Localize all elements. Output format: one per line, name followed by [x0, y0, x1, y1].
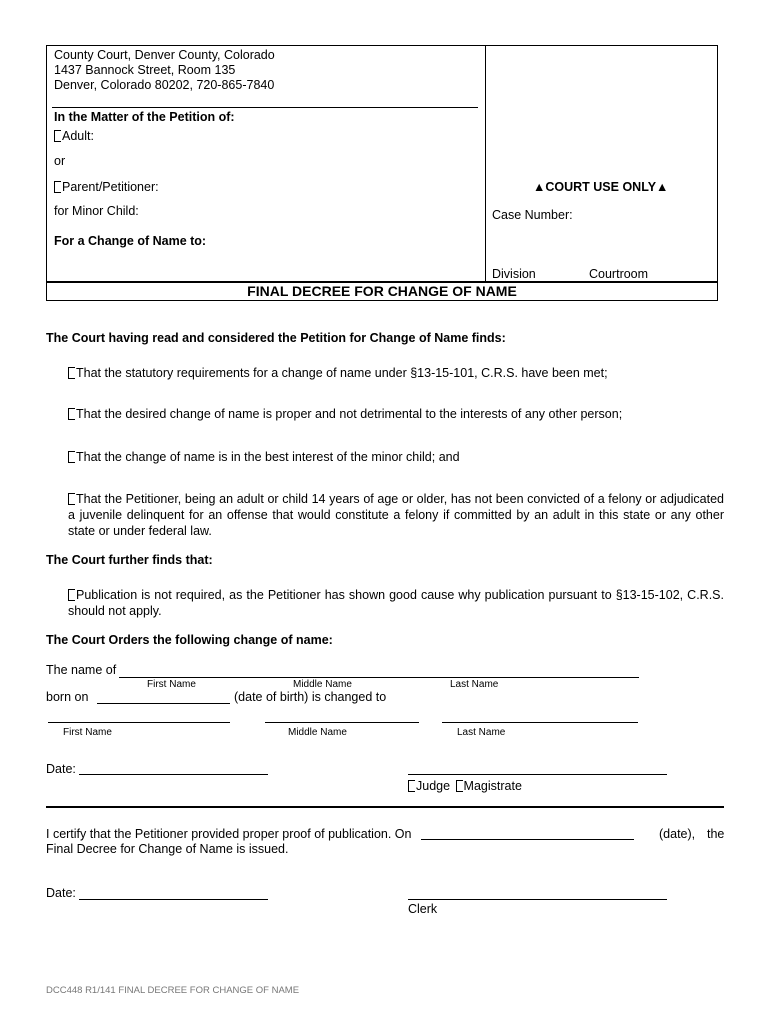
- court-address-line2: 1437 Bannock Street, Room 135: [54, 63, 236, 77]
- new-middle-name-field[interactable]: [265, 722, 419, 723]
- magistrate-label: Magistrate: [463, 779, 522, 793]
- new-first-name-label: First Name: [63, 727, 112, 738]
- publication-date-field[interactable]: [421, 839, 634, 840]
- finding-1-text: That the statutory requirements for a change of name under §13-15-101, C.R.S. have been met;: [76, 366, 608, 380]
- caption-divider: [485, 45, 486, 282]
- judge-checkbox[interactable]: [408, 780, 415, 792]
- judge-magistrate-options: [408, 779, 522, 793]
- publication-checkbox[interactable]: [68, 589, 75, 601]
- finding-item-3: [68, 450, 460, 464]
- dob-label: (date of birth) is changed to: [234, 690, 387, 704]
- order-date-label: Date:: [46, 762, 76, 776]
- judge-label: Judge: [416, 779, 451, 793]
- certify-date-word: (date),: [659, 827, 696, 841]
- new-middle-name-label: Middle Name: [288, 727, 347, 738]
- court-address-line1: County Court, Denver County, Colorado: [54, 48, 275, 62]
- form-footer: DCC448 R1/141 FINAL DECREE FOR CHANGE OF NAME: [46, 985, 300, 996]
- finding-2-checkbox[interactable]: [68, 408, 75, 420]
- new-last-name-label: Last Name: [457, 727, 506, 738]
- finding-3-checkbox[interactable]: [68, 451, 75, 463]
- orders-heading: The Court Orders the following change of name:: [46, 633, 333, 647]
- court-address-line3: Denver, Colorado 80202, 720-865-7840: [54, 78, 275, 92]
- section-divider: [46, 806, 724, 808]
- magistrate-checkbox[interactable]: [456, 780, 463, 792]
- clerk-signature-line[interactable]: [408, 899, 667, 900]
- or-label: or: [54, 154, 66, 168]
- order-date-field[interactable]: [79, 774, 268, 775]
- old-name-field[interactable]: [119, 677, 639, 678]
- minor-child-label: for Minor Child:: [54, 204, 139, 218]
- certify-text-line1: I certify that the Petitioner provided proper proof of publication. On: [46, 827, 412, 841]
- certify-the-word: the: [707, 827, 725, 841]
- publication-item: [68, 587, 724, 619]
- finding-3-text: That the change of name is in the best interest of the minor child; and: [76, 450, 460, 464]
- new-last-name-field[interactable]: [442, 722, 638, 723]
- finding-4-text: That the Petitioner, being an adult or child 14 years of age or older, has not been convicted of a felony or adjudicated a juvenile delinquent for an offense that would constitute a felony if committed by an adult in this state or any other state or under federal law.: [68, 492, 724, 538]
- further-findings-heading: The Court further finds that:: [46, 553, 213, 567]
- old-first-name-label: First Name: [147, 679, 196, 690]
- court-info-underline: [52, 107, 478, 108]
- finding-2-text: That the desired change of name is proper and not detrimental to the interests of any other person;: [76, 407, 623, 421]
- dob-field[interactable]: [97, 703, 230, 704]
- parent-option: [54, 180, 159, 194]
- publication-text: Publication is not required, as the Petitioner has shown good cause why publication pursuant to §13-15-102, C.R.S. should not apply.: [68, 588, 724, 618]
- court-use-only: ▲COURT USE ONLY▲: [533, 180, 669, 194]
- matter-label: In the Matter of the Petition of:: [54, 110, 235, 124]
- clerk-date-field[interactable]: [79, 899, 268, 900]
- case-number-label: Case Number:: [492, 208, 573, 222]
- adult-label: Adult:: [62, 129, 94, 143]
- division-label: Division: [492, 267, 536, 281]
- finding-item-4: [68, 491, 724, 539]
- old-last-name-label: Last Name: [450, 679, 499, 690]
- new-first-name-field[interactable]: [48, 722, 230, 723]
- page-title: FINAL DECREE FOR CHANGE OF NAME: [247, 283, 517, 299]
- finding-1-checkbox[interactable]: [68, 367, 75, 379]
- finding-4-checkbox[interactable]: [68, 493, 75, 505]
- judge-signature-line[interactable]: [408, 774, 667, 775]
- finding-item-1: [68, 366, 608, 380]
- old-middle-name-label: Middle Name: [293, 679, 352, 690]
- adult-checkbox[interactable]: [54, 130, 61, 142]
- clerk-label: Clerk: [408, 902, 438, 916]
- finding-item-2: [68, 407, 622, 421]
- change-to-label: For a Change of Name to:: [54, 234, 207, 248]
- born-on-label: born on: [46, 690, 89, 704]
- parent-label: Parent/Petitioner:: [62, 180, 159, 194]
- certify-text-line2: Final Decree for Change of Name is issued.: [46, 842, 289, 856]
- findings-heading: The Court having read and considered the Petition for Change of Name finds:: [46, 331, 506, 345]
- parent-checkbox[interactable]: [54, 181, 61, 193]
- adult-option: [54, 129, 94, 143]
- clerk-date-label: Date:: [46, 886, 76, 900]
- courtroom-label: Courtroom: [589, 267, 649, 281]
- name-of-label: The name of: [46, 663, 117, 677]
